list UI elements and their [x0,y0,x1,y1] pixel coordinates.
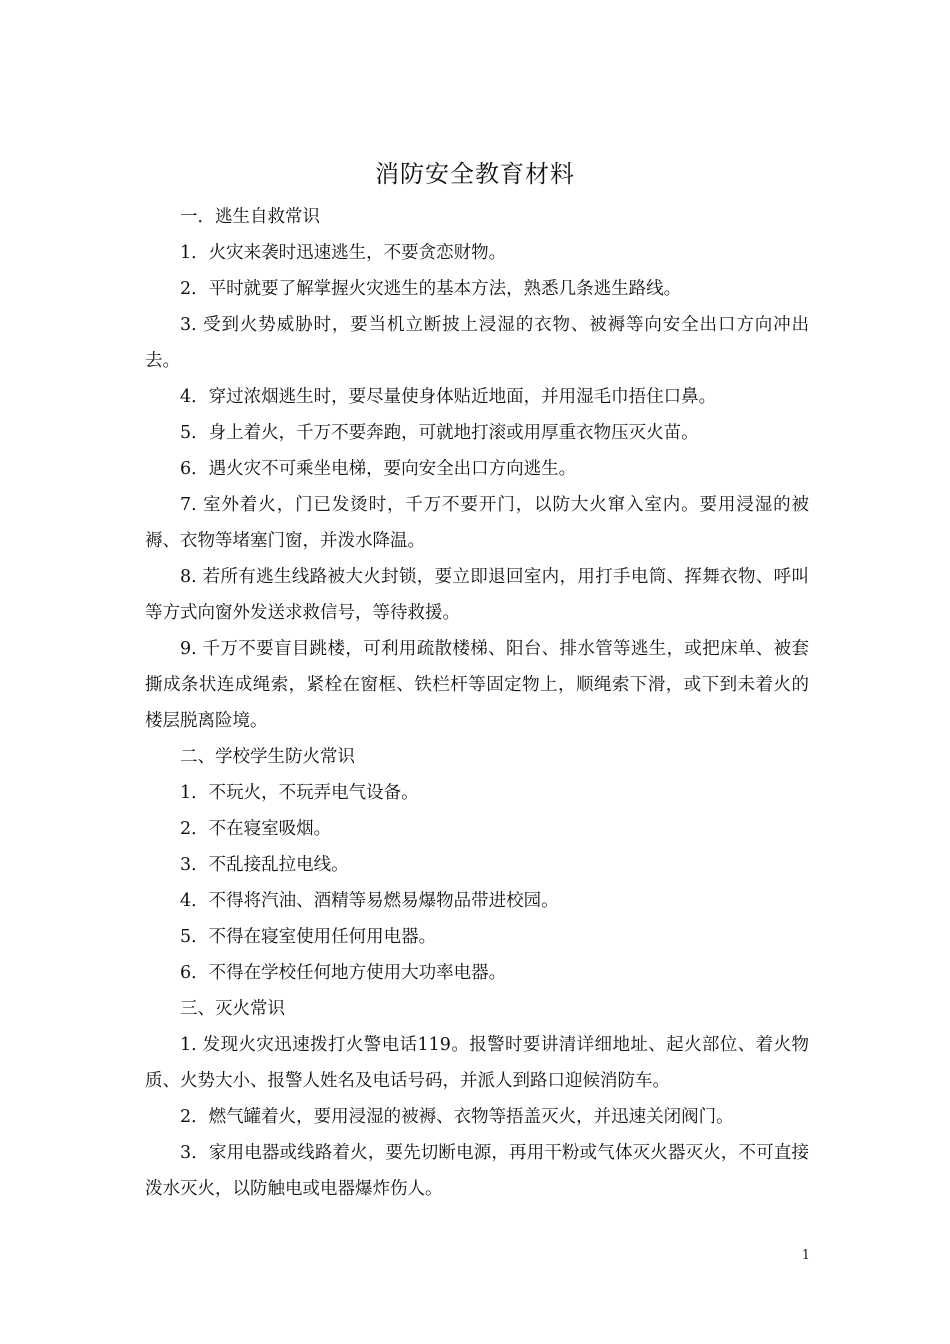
list-item: 2．燃气罐着火，要用浸湿的被褥、衣物等捂盖灭火，并迅速关闭阀门。 [180,1107,734,1127]
list-item: 2．平时就要了解掌握火灾逃生的基本方法，熟悉几条逃生路线。 [180,279,682,299]
list-item: 1．不玩火，不玩弄电气设备。 [180,783,419,803]
list-item: 7. 室外着火，门已发烫时，千万不要开门，以防大火窜入室内。要用浸湿的被褥、衣物等堵塞门窗，并泼水降温。 [145,495,809,551]
list-item: 4．穿过浓烟逃生时，要尽量使身体贴近地面，并用湿毛巾捂住口鼻。 [180,387,717,407]
page-number: 1 [801,1248,810,1263]
list-item: 4．不得将汽油、酒精等易燃易爆物品带进校园。 [180,891,559,911]
list-item: 9. 千万不要盲目跳楼，可利用疏散楼梯、阳台、排水管等逃生，或把床单、被套撕成条状连成绳索，紧栓在窗框、铁栏杆等固定物上，顺绳索下滑，或下到未着火的楼层脱离险境。 [145,639,809,731]
section-heading-escape: 一．逃生自救常识 [180,207,320,227]
list-item: 1．火灾来袭时迅速逃生，不要贪恋财物。 [180,243,507,263]
list-item: 3．不乱接乱拉电线。 [180,855,349,875]
list-item: 8. 若所有逃生线路被大火封锁，要立即退回室内，用打手电筒、挥舞衣物、呼叫等方式向窗外发送求救信号，等待救援。 [145,567,809,623]
list-item: 6．不得在学校任何地方使用大功率电器。 [180,963,507,983]
list-item: 3．家用电器或线路着火，要先切断电源，再用干粉或气体灭火器灭火，不可直接泼水灭火，以防触电或电器爆炸伤人。 [145,1143,809,1199]
section-heading-school: 二、学校学生防火常识 [180,747,355,767]
document-title: 消防安全教育材料 [375,160,575,188]
list-item: 5．不得在寝室使用任何用电器。 [180,927,437,947]
list-item: 5．身上着火，千万不要奔跑，可就地打滚或用厚重衣物压灭火苗。 [180,423,699,443]
list-item: 1. 发现火灾迅速拨打火警电话119。报警时要讲清详细地址、起火部位、着火物质、火势大小、报警人姓名及电话号码，并派人到路口迎候消防车。 [145,1035,809,1091]
section-heading-firefighting: 三、灭火常识 [180,999,285,1019]
list-item: 2．不在寝室吸烟。 [180,819,332,839]
document-body [145,199,809,1207]
list-item: 3. 受到火势威胁时，要当机立断披上浸湿的衣物、被褥等向安全出口方向冲出去。 [145,315,809,371]
list-item: 6．遇火灾不可乘坐电梯，要向安全出口方向逃生。 [180,459,577,479]
